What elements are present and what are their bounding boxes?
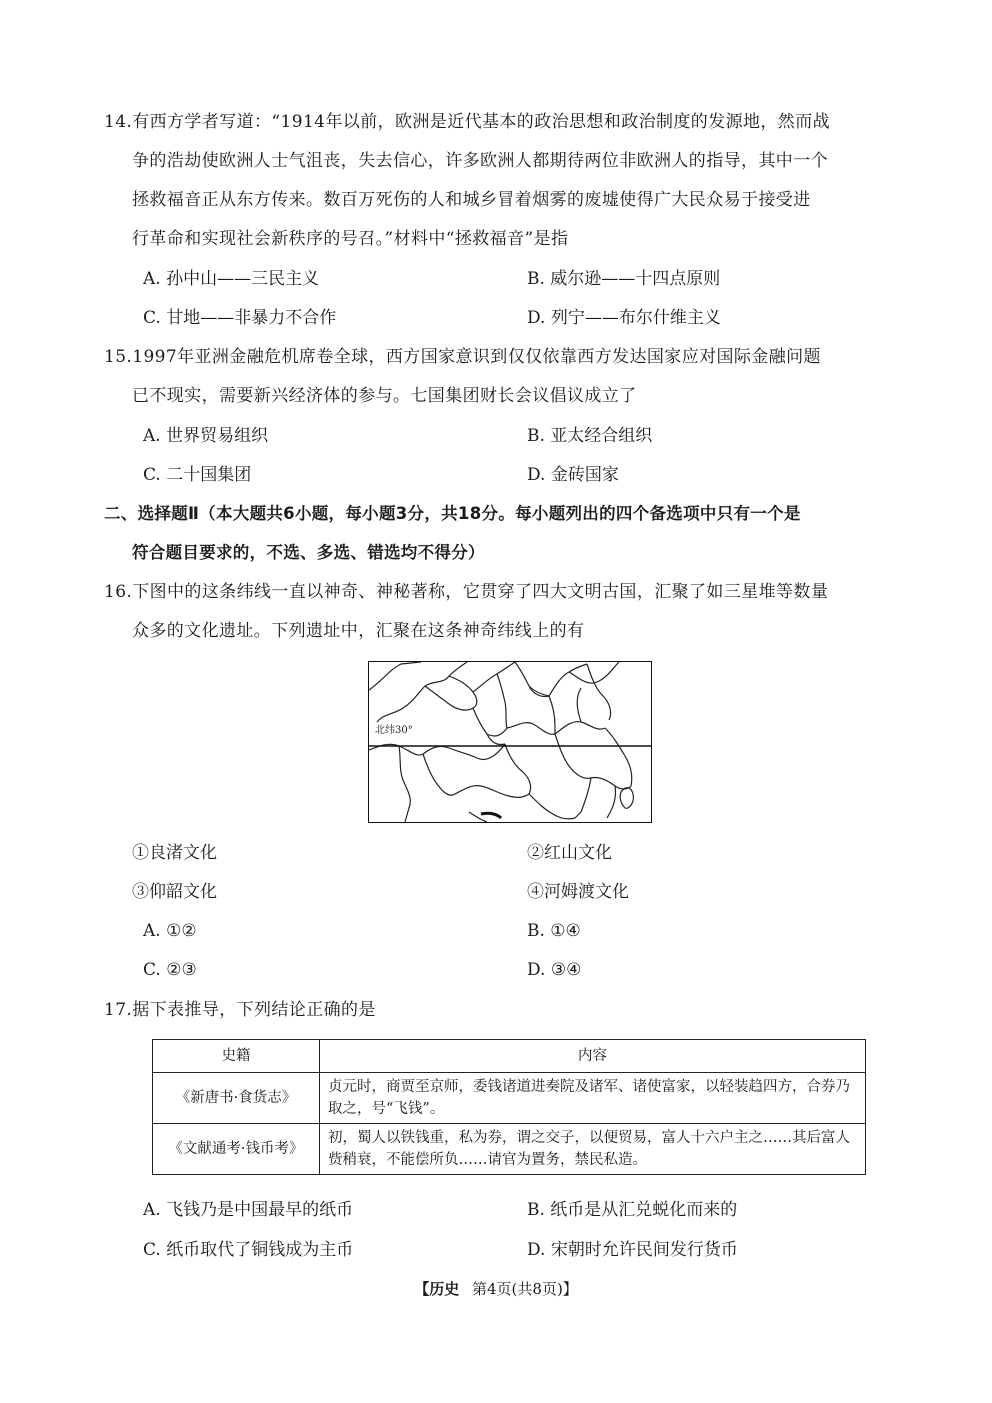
q15-option-b[interactable]: B. 亚太经合组织 — [527, 426, 653, 446]
q14-option-a[interactable]: A. 孙中山——三民主义 — [143, 269, 320, 289]
q14-option-d[interactable]: D. 列宁——布尔什维主义 — [527, 308, 721, 328]
table-cell-content: 初，蜀人以铁钱重，私为券，谓之交子，以便贸易，富人十六户主之……其后富人赀稍衰，不能偿所负……请官为置务，禁民私造。 — [320, 1124, 866, 1175]
q17-stem: 17.据下表推导，下列结论正确的是 — [104, 1000, 376, 1020]
map-outline-svg — [369, 662, 651, 822]
table-cell-source: 《新唐书·食货志》 — [153, 1073, 320, 1124]
q16-line-2: 众多的文化遗址。下列遗址中，汇聚在这条神奇纬线上的有 — [132, 621, 585, 641]
table-header-content: 内容 — [320, 1040, 866, 1073]
section-2-heading-line-1: 二、选择题Ⅱ（本大题共6小题，每小题3分，共18分。每小题列出的四个备选项中只有一个是 — [104, 504, 801, 523]
table-cell-content: 贞元时，商贾至京师，委钱诸道进奏院及诸军、诸使富家，以轻装趋四方，合券乃取之，号“飞钱”。 — [320, 1073, 866, 1124]
page-footer — [0, 1278, 992, 1299]
q14-line-1: 14.有西方学者写道：“1914年以前，欧洲是近代基本的政治思想和政治制度的发源地，然而战 — [104, 112, 830, 132]
q16-option-a[interactable]: A. ①② — [143, 921, 197, 941]
q16-item-2: ②红山文化 — [527, 843, 612, 863]
q15-line-1: 15.1997年亚洲金融危机席卷全球，西方国家意识到仅仅依靠西方发达国家应对国际金融问题 — [104, 347, 821, 367]
q14-line-4: 行革命和实现社会新秩序的号召。”材料中“拯救福音”是指 — [132, 229, 569, 249]
q15-option-a[interactable]: A. 世界贸易组织 — [143, 426, 269, 446]
footer-page-number: 第4页(共8页)】 — [472, 1280, 578, 1298]
q17-option-d[interactable]: D. 宋朝时允许民间发行货币 — [527, 1240, 738, 1260]
table-header-source: 史籍 — [153, 1040, 320, 1073]
q15-option-c[interactable]: C. 二十国集团 — [143, 465, 252, 485]
section-2-heading-line-2: 符合题目要求的，不选、多选、错选均不得分） — [132, 543, 485, 562]
q16-line-1: 16.下图中的这条纬线一直以神奇、神秘著称，它贯穿了四大文明古国，汇聚了如三星堆等数量 — [104, 582, 829, 602]
table-header-row — [153, 1040, 866, 1073]
q14-option-b[interactable]: B. 威尔逊——十四点原则 — [527, 269, 721, 289]
china-outline-map — [368, 661, 652, 823]
q16-option-d[interactable]: D. ③④ — [527, 960, 582, 980]
q14-option-c[interactable]: C. 甘地——非暴力不合作 — [143, 308, 337, 328]
q17-option-c[interactable]: C. 纸币取代了铜钱成为主币 — [143, 1240, 354, 1260]
table-cell-source: 《文献通考·钱币考》 — [153, 1124, 320, 1175]
q17-option-a[interactable]: A. 飞钱乃是中国最早的纸币 — [143, 1200, 354, 1220]
q16-item-1: ①良渚文化 — [132, 843, 217, 863]
q16-item-3: ③仰韶文化 — [132, 882, 217, 902]
q16-option-c[interactable]: C. ②③ — [143, 960, 197, 980]
q14-line-3: 拯救福音正从东方传来。数百万死伤的人和城乡冒着烟雾的废墟使得广大民众易于接受进 — [132, 190, 811, 210]
footer-subject: 【历史 — [414, 1280, 460, 1298]
q17-option-b[interactable]: B. 纸币是从汇兑蜕化而来的 — [527, 1200, 738, 1220]
latitude-label: 北纬30° — [375, 725, 413, 736]
table-row — [153, 1073, 866, 1124]
q16-option-b[interactable]: B. ①④ — [527, 921, 581, 941]
q14-line-2: 争的浩劫使欧洲人士气沮丧，失去信心，许多欧洲人都期待两位非欧洲人的指导，其中一个 — [132, 151, 828, 171]
q17-history-table — [152, 1039, 866, 1175]
table-row — [153, 1124, 866, 1175]
q15-line-2: 已不现实，需要新兴经济体的参与。七国集团财长会议倡议成立了 — [132, 386, 637, 406]
q16-item-4: ④河姆渡文化 — [527, 882, 629, 902]
q15-option-d[interactable]: D. 金砖国家 — [527, 465, 619, 485]
